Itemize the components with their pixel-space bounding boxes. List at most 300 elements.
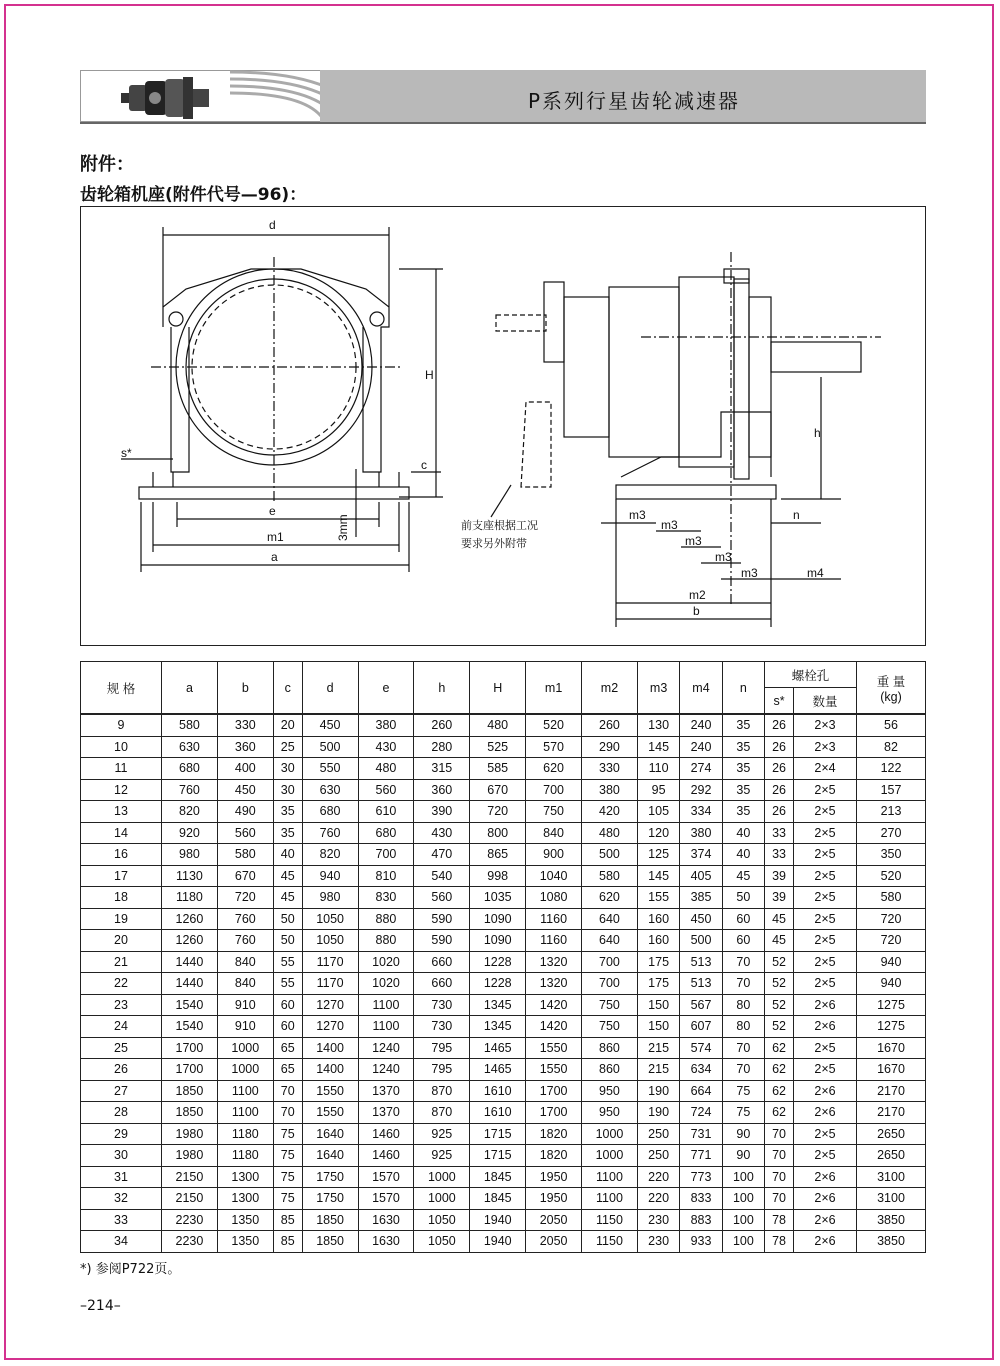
table-cell: 30 [273, 758, 302, 780]
table-cell: 1850 [302, 1209, 358, 1231]
table-cell: 670 [470, 779, 526, 801]
table-cell: 870 [414, 1080, 470, 1102]
table-cell: 20 [81, 930, 162, 952]
table-cell: 720 [470, 801, 526, 823]
table-cell: 90 [722, 1123, 764, 1145]
table-cell: 110 [637, 758, 679, 780]
table-cell: 157 [857, 779, 926, 801]
table-cell: 25 [81, 1037, 162, 1059]
table-cell: 2×6 [794, 1166, 857, 1188]
table-cell: 52 [765, 951, 794, 973]
table-cell: 33 [765, 844, 794, 866]
table-cell: 1550 [526, 1037, 582, 1059]
table-cell: 2×3 [794, 714, 857, 736]
table-cell: 290 [582, 736, 638, 758]
table-cell: 78 [765, 1231, 794, 1253]
table-cell: 33 [765, 822, 794, 844]
table-row [81, 887, 926, 909]
table-cell: 925 [414, 1145, 470, 1167]
table-cell: 1750 [302, 1188, 358, 1210]
table-cell: 35 [273, 801, 302, 823]
table-cell: 1980 [162, 1145, 218, 1167]
table-cell: 720 [857, 930, 926, 952]
table-cell: 540 [414, 865, 470, 887]
table-cell: 1715 [470, 1123, 526, 1145]
table-cell: 1610 [470, 1080, 526, 1102]
table-row [81, 951, 926, 973]
table-cell: 85 [273, 1231, 302, 1253]
table-cell: 2×5 [794, 801, 857, 823]
table-cell: 60 [273, 1016, 302, 1038]
table-cell: 2650 [857, 1145, 926, 1167]
table-cell: 75 [273, 1145, 302, 1167]
table-cell: 2×6 [794, 1080, 857, 1102]
weight-unit: (kg) [880, 689, 902, 704]
col-m3: m3 [637, 662, 679, 715]
table-cell: 1275 [857, 1016, 926, 1038]
table-cell: 820 [162, 801, 218, 823]
table-cell: 1100 [582, 1188, 638, 1210]
table-cell: 2×5 [794, 844, 857, 866]
table-cell: 160 [637, 930, 679, 952]
table-cell: 330 [582, 758, 638, 780]
table-cell: 70 [722, 1059, 764, 1081]
table-cell: 720 [857, 908, 926, 930]
table-cell: 1370 [358, 1080, 414, 1102]
table-cell: 795 [414, 1037, 470, 1059]
table-cell: 122 [857, 758, 926, 780]
table-cell: 380 [358, 714, 414, 736]
table-cell: 1350 [217, 1209, 273, 1231]
table-cell: 1550 [302, 1102, 358, 1124]
dim-d: d [269, 218, 276, 232]
table-cell: 70 [273, 1102, 302, 1124]
table-cell: 30 [273, 779, 302, 801]
dim-m3-1: m3 [629, 508, 646, 522]
table-cell: 1100 [358, 994, 414, 1016]
table-cell: 700 [358, 844, 414, 866]
table-cell: 90 [722, 1145, 764, 1167]
table-cell: 1940 [470, 1209, 526, 1231]
dim-3mm: 3mm [336, 514, 350, 541]
table-cell: 2150 [162, 1166, 218, 1188]
table-cell: 1228 [470, 951, 526, 973]
table-cell: 260 [582, 714, 638, 736]
table-cell: 2×5 [794, 865, 857, 887]
table-cell: 1540 [162, 1016, 218, 1038]
header-rule [80, 122, 926, 124]
table-cell: 1000 [414, 1166, 470, 1188]
table-cell: 640 [582, 930, 638, 952]
table-cell: 820 [302, 844, 358, 866]
table-cell: 100 [722, 1166, 764, 1188]
table-cell: 145 [637, 736, 679, 758]
table-cell: 480 [470, 714, 526, 736]
table-cell: 70 [765, 1166, 794, 1188]
table-cell: 1850 [162, 1080, 218, 1102]
table-cell: 910 [217, 1016, 273, 1038]
table-cell: 13 [81, 801, 162, 823]
table-cell: 1020 [358, 951, 414, 973]
table-cell: 21 [81, 951, 162, 973]
table-cell: 2×6 [794, 1231, 857, 1253]
table-cell: 920 [162, 822, 218, 844]
table-cell: 280 [414, 736, 470, 758]
table-cell: 40 [273, 844, 302, 866]
table-cell: 865 [470, 844, 526, 866]
table-cell: 1180 [162, 887, 218, 909]
table-cell: 1460 [358, 1145, 414, 1167]
table-cell: 1540 [162, 994, 218, 1016]
table-cell: 1020 [358, 973, 414, 995]
table-cell: 45 [273, 865, 302, 887]
table-row [81, 973, 926, 995]
table-cell: 1845 [470, 1166, 526, 1188]
table-cell: 125 [637, 844, 679, 866]
table-cell: 26 [765, 736, 794, 758]
table-cell: 680 [358, 822, 414, 844]
table-row [81, 994, 926, 1016]
table-cell: 940 [302, 865, 358, 887]
table-cell: 940 [857, 973, 926, 995]
table-cell: 1000 [217, 1059, 273, 1081]
table-cell: 1950 [526, 1166, 582, 1188]
table-cell: 190 [637, 1102, 679, 1124]
table-cell: 26 [765, 714, 794, 736]
table-row [81, 736, 926, 758]
table-cell: 39 [765, 865, 794, 887]
col-H: H [470, 662, 526, 715]
table-cell: 680 [162, 758, 218, 780]
table-cell: 240 [680, 714, 722, 736]
table-cell: 900 [526, 844, 582, 866]
table-cell: 2×5 [794, 930, 857, 952]
dim-a: a [271, 550, 278, 564]
table-cell: 230 [637, 1231, 679, 1253]
table-cell: 78 [765, 1209, 794, 1231]
table-cell: 980 [302, 887, 358, 909]
table-cell: 2×5 [794, 887, 857, 909]
table-cell: 175 [637, 951, 679, 973]
table-cell: 150 [637, 1016, 679, 1038]
table-cell: 330 [217, 714, 273, 736]
table-cell: 1160 [526, 908, 582, 930]
table-cell: 380 [680, 822, 722, 844]
dim-s: s* [121, 446, 132, 460]
table-cell: 75 [273, 1166, 302, 1188]
table-cell: 315 [414, 758, 470, 780]
table-cell: 840 [217, 973, 273, 995]
table-cell: 580 [857, 887, 926, 909]
table-cell: 550 [302, 758, 358, 780]
col-weight [857, 662, 926, 715]
table-cell: 20 [273, 714, 302, 736]
table-cell: 610 [358, 801, 414, 823]
table-cell: 795 [414, 1059, 470, 1081]
table-cell: 10 [81, 736, 162, 758]
table-cell: 450 [302, 714, 358, 736]
table-cell: 450 [680, 908, 722, 930]
dim-m3-5: m3 [741, 566, 758, 580]
table-cell: 50 [273, 908, 302, 930]
table-cell: 40 [722, 844, 764, 866]
table-cell: 2×5 [794, 822, 857, 844]
table-cell: 1715 [470, 1145, 526, 1167]
table-cell: 1130 [162, 865, 218, 887]
footnote: *) 参阅P722页。 [80, 1262, 181, 1277]
table-cell: 840 [217, 951, 273, 973]
table-cell: 730 [414, 1016, 470, 1038]
table-cell: 105 [637, 801, 679, 823]
table-cell: 75 [722, 1080, 764, 1102]
table-row [81, 865, 926, 887]
table-cell: 30 [81, 1145, 162, 1167]
table-cell: 630 [162, 736, 218, 758]
table-row [81, 1231, 926, 1253]
table-cell: 18 [81, 887, 162, 909]
table-cell: 925 [414, 1123, 470, 1145]
table-cell: 620 [582, 887, 638, 909]
table-cell: 700 [526, 779, 582, 801]
table-cell: 590 [414, 930, 470, 952]
table-cell: 840 [526, 822, 582, 844]
table-cell: 213 [857, 801, 926, 823]
table-cell: 585 [470, 758, 526, 780]
table-cell: 75 [722, 1102, 764, 1124]
table-row [81, 1123, 926, 1145]
table-cell: 380 [582, 779, 638, 801]
table-cell: 2×5 [794, 1123, 857, 1145]
table-cell: 3850 [857, 1209, 926, 1231]
table-cell: 35 [722, 714, 764, 736]
table-cell: 85 [273, 1209, 302, 1231]
table-cell: 560 [358, 779, 414, 801]
table-cell: 1950 [526, 1188, 582, 1210]
table-cell: 120 [637, 822, 679, 844]
table-cell: 52 [765, 973, 794, 995]
table-cell: 62 [765, 1102, 794, 1124]
table-cell: 350 [857, 844, 926, 866]
table-cell: 950 [582, 1080, 638, 1102]
table-cell: 2050 [526, 1209, 582, 1231]
table-cell: 2×5 [794, 908, 857, 930]
table-cell: 2×6 [794, 1188, 857, 1210]
table-cell: 260 [414, 714, 470, 736]
table-cell: 34 [81, 1231, 162, 1253]
table-cell: 14 [81, 822, 162, 844]
table-row [81, 1209, 926, 1231]
table-cell: 26 [81, 1059, 162, 1081]
table-cell: 1850 [162, 1102, 218, 1124]
table-cell: 773 [680, 1166, 722, 1188]
table-cell: 500 [302, 736, 358, 758]
table-cell: 1170 [302, 973, 358, 995]
table-cell: 2×6 [794, 1016, 857, 1038]
dim-m4: m4 [807, 566, 824, 580]
table-cell: 274 [680, 758, 722, 780]
table-row [81, 908, 926, 930]
table-cell: 1370 [358, 1102, 414, 1124]
table-cell: 220 [637, 1188, 679, 1210]
table-cell: 1400 [302, 1059, 358, 1081]
table-cell: 1100 [582, 1166, 638, 1188]
table-cell: 1820 [526, 1145, 582, 1167]
table-cell: 55 [273, 973, 302, 995]
table-cell: 525 [470, 736, 526, 758]
table-cell: 292 [680, 779, 722, 801]
table-cell: 50 [273, 930, 302, 952]
table-cell: 513 [680, 973, 722, 995]
section-heading: 附件： [80, 154, 134, 175]
dim-h: h [814, 426, 821, 440]
table-cell: 760 [217, 930, 273, 952]
table-row [81, 1188, 926, 1210]
table-cell: 513 [680, 951, 722, 973]
table-cell: 570 [526, 736, 582, 758]
table-cell: 16 [81, 844, 162, 866]
table-cell: 430 [358, 736, 414, 758]
table-cell: 31 [81, 1166, 162, 1188]
table-cell: 1260 [162, 908, 218, 930]
table-cell: 82 [857, 736, 926, 758]
table-cell: 760 [162, 779, 218, 801]
table-cell: 1400 [302, 1037, 358, 1059]
table-cell: 39 [765, 887, 794, 909]
section-subtitle: 齿轮箱机座(附件代号—96)： [80, 185, 307, 205]
table-cell: 2×6 [794, 1102, 857, 1124]
col-a: a [162, 662, 218, 715]
page-title: P系列行星齿轮减速器 [527, 89, 740, 113]
table-cell: 480 [582, 822, 638, 844]
table-cell: 70 [765, 1145, 794, 1167]
table-cell: 405 [680, 865, 722, 887]
table-cell: 60 [273, 994, 302, 1016]
table-cell: 1260 [162, 930, 218, 952]
table-cell: 2×5 [794, 973, 857, 995]
table-cell: 27 [81, 1080, 162, 1102]
table-cell: 860 [582, 1059, 638, 1081]
table-cell: 1150 [582, 1209, 638, 1231]
table-cell: 800 [470, 822, 526, 844]
table-cell: 490 [217, 801, 273, 823]
table-cell: 360 [217, 736, 273, 758]
table-cell: 2170 [857, 1102, 926, 1124]
table-cell: 1228 [470, 973, 526, 995]
table-cell: 634 [680, 1059, 722, 1081]
table-cell: 720 [217, 887, 273, 909]
table-cell: 9 [81, 714, 162, 736]
table-cell: 150 [637, 994, 679, 1016]
table-cell: 19 [81, 908, 162, 930]
table-cell: 33 [81, 1209, 162, 1231]
table-cell: 1000 [414, 1188, 470, 1210]
table-cell: 670 [217, 865, 273, 887]
table-row [81, 1102, 926, 1124]
col-e: e [358, 662, 414, 715]
table-cell: 480 [358, 758, 414, 780]
table-cell: 430 [414, 822, 470, 844]
table-cell: 1035 [470, 887, 526, 909]
col-n: n [722, 662, 764, 715]
table-cell: 52 [765, 994, 794, 1016]
weight-label: 重 量 [876, 674, 906, 689]
table-cell: 2×5 [794, 1059, 857, 1081]
col-m2: m2 [582, 662, 638, 715]
table-cell: 45 [765, 930, 794, 952]
col-s: s* [765, 688, 794, 715]
table-cell: 1000 [217, 1037, 273, 1059]
table-cell: 1750 [302, 1166, 358, 1188]
table-cell: 560 [414, 887, 470, 909]
table-row [81, 1037, 926, 1059]
table-cell: 70 [273, 1080, 302, 1102]
table-cell: 2×5 [794, 1037, 857, 1059]
dim-m3-3: m3 [685, 534, 702, 548]
table-cell: 830 [358, 887, 414, 909]
spec-table [80, 661, 926, 1253]
table-cell: 56 [857, 714, 926, 736]
table-cell: 26 [765, 779, 794, 801]
dim-c: c [421, 458, 427, 472]
table-cell: 810 [358, 865, 414, 887]
table-cell: 580 [217, 844, 273, 866]
dim-m2: m2 [689, 588, 706, 602]
table-cell: 220 [637, 1166, 679, 1188]
table-cell: 334 [680, 801, 722, 823]
table-cell: 1570 [358, 1188, 414, 1210]
table-cell: 750 [526, 801, 582, 823]
dim-m3-4: m3 [715, 550, 732, 564]
table-cell: 1550 [526, 1059, 582, 1081]
col-d: d [302, 662, 358, 715]
table-cell: 1640 [302, 1145, 358, 1167]
table-cell: 1345 [470, 1016, 526, 1038]
col-m1: m1 [526, 662, 582, 715]
table-cell: 60 [722, 908, 764, 930]
table-cell: 771 [680, 1145, 722, 1167]
table-cell: 100 [722, 1231, 764, 1253]
table-cell: 2050 [526, 1231, 582, 1253]
table-cell: 45 [722, 865, 764, 887]
table-cell: 2×5 [794, 1145, 857, 1167]
table-cell: 1700 [526, 1080, 582, 1102]
dim-m1: m1 [267, 530, 284, 544]
table-cell: 29 [81, 1123, 162, 1145]
table-cell: 1240 [358, 1037, 414, 1059]
table-cell: 100 [722, 1209, 764, 1231]
table-row [81, 1080, 926, 1102]
table-cell: 1700 [162, 1037, 218, 1059]
table-row [81, 1166, 926, 1188]
table-cell: 360 [414, 779, 470, 801]
table-cell: 700 [582, 973, 638, 995]
table-cell: 3100 [857, 1188, 926, 1210]
table-cell: 1420 [526, 994, 582, 1016]
table-cell: 1345 [470, 994, 526, 1016]
table-cell: 750 [582, 994, 638, 1016]
table-cell: 833 [680, 1188, 722, 1210]
table-cell: 374 [680, 844, 722, 866]
table-cell: 62 [765, 1059, 794, 1081]
table-cell: 240 [680, 736, 722, 758]
table-cell: 1100 [358, 1016, 414, 1038]
table-row [81, 844, 926, 866]
table-header-row [81, 662, 926, 688]
table-cell: 574 [680, 1037, 722, 1059]
table-cell: 1630 [358, 1231, 414, 1253]
table-row [81, 1016, 926, 1038]
table-cell: 270 [857, 822, 926, 844]
